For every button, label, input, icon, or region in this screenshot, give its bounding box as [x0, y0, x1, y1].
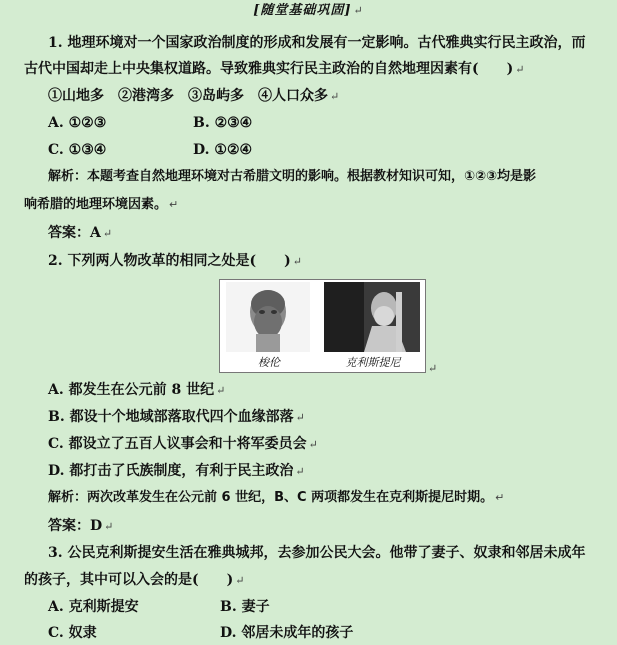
q1-explanation-line2: 响希腊的地理环境因素。 ↵ — [24, 197, 179, 212]
caption-solon: 梭伦 — [258, 356, 280, 369]
q3-options-cd — [48, 622, 448, 644]
paragraph-mark: ↵ — [353, 4, 364, 17]
q3-option-a: A. 克利斯提安 — [48, 599, 139, 615]
cleisthenes-image — [324, 282, 420, 352]
q3-stem-line1: 3. 公民克利斯提安生活在雅典城邦，去参加公民大会。他带了妻子、奴隶和邻居未成年 — [48, 545, 586, 561]
section-header-text: [随堂基础巩固] — [253, 3, 352, 18]
paragraph-mark: ↵ — [428, 362, 438, 375]
q3-stem-line2: 的孩子，其中可以入会的是( ) ↵ — [24, 572, 245, 588]
q2-option-a: A. 都发生在公元前 8 世纪 ↵ — [48, 382, 226, 398]
q2-option-c: C. 都设立了五百人议事会和十将军委员会 ↵ — [48, 436, 318, 452]
q1-stem-line1: 1. 地理环境对一个国家政治制度的形成和发展有一定影响。古代雅典实行民主政治，而 — [48, 35, 586, 51]
q3-option-b: B. 妻子 — [220, 599, 270, 615]
q1-option-c: C. ①③④ — [48, 142, 107, 158]
q1-stem-line2: 古代中国却走上中央集权道路。导致雅典实行民主政治的自然地理因素有( ) ↵ — [24, 61, 525, 77]
q1-explanation-line1: 解析：本题考查自然地理环境对古希腊文明的影响。根据教材知识可知，①②③均是影 — [48, 169, 537, 184]
caption-cleisthenes: 克利斯提尼 — [345, 356, 401, 369]
q2-option-b: B. 都设十个地域部落取代四个血缘部落 ↵ — [48, 409, 305, 425]
q2-answer: 答案：D ↵ — [48, 518, 114, 534]
q2-option-d: D. 都打击了氏族制度，有利于民主政治 ↵ — [48, 463, 305, 479]
q1-items: ①山地多 ②港湾多 ③岛屿多 ④人口众多 ↵ — [48, 88, 340, 104]
portrait-figure — [219, 279, 426, 373]
q1-answer: 答案：A ↵ — [48, 225, 113, 241]
q3-option-c: C. 奴隶 — [48, 625, 97, 641]
q1-option-d: D. ①②④ — [193, 142, 253, 158]
q2-stem: 2. 下列两人物改革的相同之处是( ) ↵ — [48, 253, 302, 269]
q1-options-cd — [48, 139, 448, 161]
q3-options-ab — [48, 596, 448, 618]
q2-explanation: 解析：两次改革发生在公元前 6 世纪，B、C 两项都发生在克利斯提尼时期。 ↵ — [48, 490, 505, 505]
q1-option-a: A. ①②③ — [48, 115, 107, 131]
q1-option-b: B. ②③④ — [193, 115, 253, 131]
section-header — [0, 0, 617, 22]
q1-options-ab — [48, 112, 448, 134]
solon-bust-image — [226, 282, 310, 352]
q3-option-d: D. 邻居未成年的孩子 — [220, 625, 354, 641]
